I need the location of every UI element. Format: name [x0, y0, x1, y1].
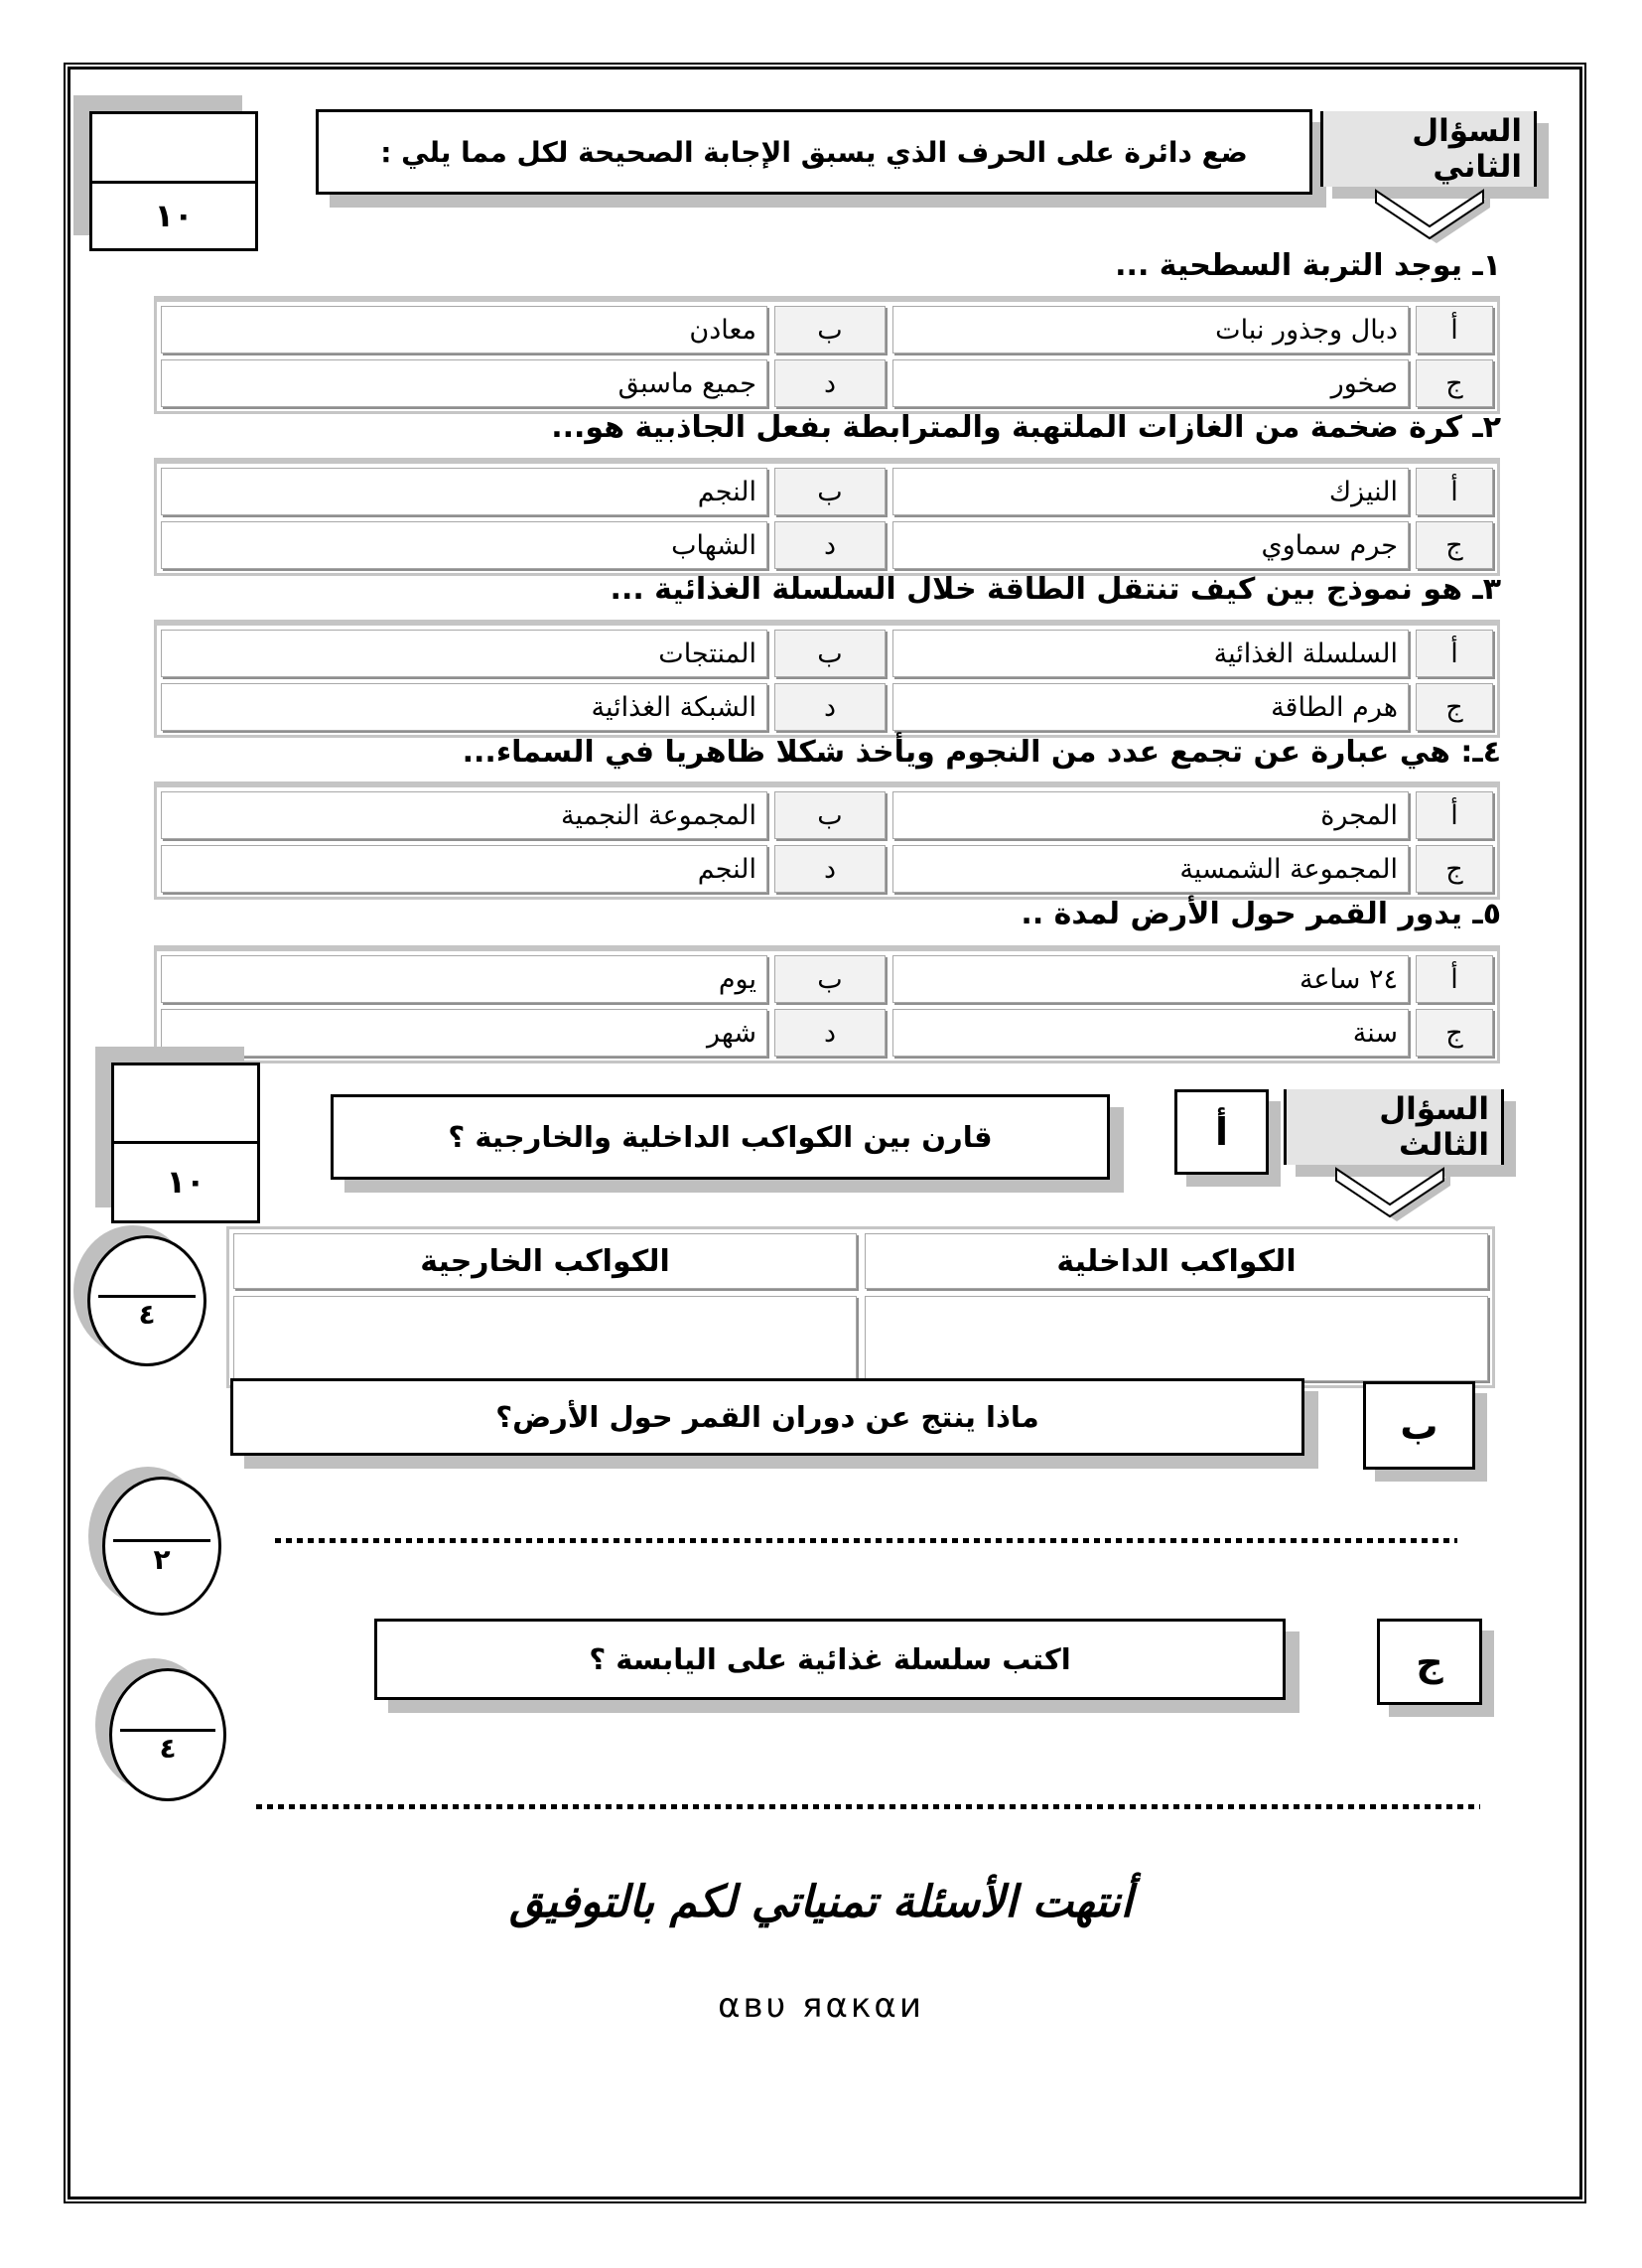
option-text: معادن: [161, 306, 767, 354]
option-text: ٢٤ ساعة: [892, 955, 1409, 1003]
option-letter-a[interactable]: أ: [1416, 468, 1493, 515]
option-letter-a[interactable]: أ: [1416, 791, 1493, 839]
option-text: النجم: [161, 468, 767, 515]
option-letter-b[interactable]: ب: [774, 306, 886, 354]
option-row: [161, 630, 1493, 677]
outer-planets-answer-cell[interactable]: [233, 1296, 857, 1381]
option-letter-d[interactable]: د: [774, 845, 886, 893]
score-circle-a: [87, 1235, 206, 1366]
question-b-box: ماذا ينتج عن دوران القمر حول الأرض؟: [230, 1378, 1304, 1456]
option-text: المجموعة النجمية: [161, 791, 767, 839]
option-letter-j[interactable]: ج: [1416, 845, 1493, 893]
comparison-table-row: [233, 1296, 1488, 1381]
option-row: [161, 521, 1493, 569]
option-text: هرم الطاقة: [892, 683, 1409, 731]
mcq-options-4: [154, 781, 1500, 900]
option-text: المجرة: [892, 791, 1409, 839]
option-letter-b[interactable]: ب: [774, 468, 886, 515]
option-letter-d[interactable]: د: [774, 1009, 886, 1057]
inner-planets-header: الكواكب الداخلية: [865, 1233, 1488, 1289]
author-signature: αвυ яαкαи: [718, 1986, 924, 2026]
option-row: [161, 468, 1493, 515]
score-circle-c: [109, 1668, 226, 1801]
option-text: الشهاب: [161, 521, 767, 569]
score-divider-line: [113, 1539, 210, 1542]
option-letter-d[interactable]: د: [774, 359, 886, 407]
score-box-total: ١٠: [166, 1162, 205, 1201]
option-letter-a[interactable]: أ: [1416, 306, 1493, 354]
score-box-section3: [111, 1063, 260, 1223]
option-letter-a[interactable]: أ: [1416, 630, 1493, 677]
option-letter-j[interactable]: ج: [1416, 683, 1493, 731]
score-value: ٢: [153, 1543, 171, 1577]
sub-question-b-label: ب: [1363, 1381, 1475, 1470]
option-text: السلسلة الغذائية: [892, 630, 1409, 677]
sub-question-c-label: ج: [1377, 1619, 1482, 1705]
score-divider-line: [98, 1295, 196, 1298]
score-box-earned-cell[interactable]: [114, 1065, 257, 1144]
mcq-options-2: [154, 458, 1500, 576]
question-a-box: قارن بين الكواكب الداخلية والخارجية ؟: [331, 1094, 1110, 1180]
score-circle-b: [102, 1477, 221, 1616]
option-text: النيزك: [892, 468, 1409, 515]
question-c-box: اكتب سلسلة غذائية على اليابسة ؟: [374, 1619, 1286, 1700]
section3-title-box: [1284, 1089, 1504, 1165]
mcq-question-4: ٤ـ: هي عبارة عن تجمع عدد من النجوم ويأخذ شكلا ظاهريا في السماء...: [462, 735, 1501, 770]
mcq-question-3: ٣ـ هو نموذج بين كيف تنتقل الطاقة خلال السلسلة الغذائية ...: [610, 572, 1501, 607]
option-letter-j[interactable]: ج: [1416, 1009, 1493, 1057]
option-text: سنة: [892, 1009, 1409, 1057]
option-text: شهر: [161, 1009, 767, 1057]
option-text: المجموعة الشمسية: [892, 845, 1409, 893]
option-text: المنتجات: [161, 630, 767, 677]
score-box-section2: [89, 111, 258, 251]
option-letter-b[interactable]: ب: [774, 955, 886, 1003]
mcq-question-1: ١ـ يوجد التربة السطحية ...: [1115, 248, 1501, 283]
section3-title: السؤال الثالث: [1287, 1089, 1501, 1165]
outer-planets-header: الكواكب الخارجية: [233, 1233, 857, 1289]
option-letter-b[interactable]: ب: [774, 791, 886, 839]
score-box-total: ١٠: [154, 197, 194, 234]
option-letter-j[interactable]: ج: [1416, 521, 1493, 569]
mcq-options-5: [154, 945, 1500, 1063]
option-row: [161, 845, 1493, 893]
score-box-earned-cell[interactable]: [92, 114, 255, 184]
mcq-options-3: [154, 620, 1500, 738]
option-row: [161, 791, 1493, 839]
option-letter-d[interactable]: د: [774, 683, 886, 731]
closing-message: أنتهت الأسئلة تمنياتي لكم بالتوفيق: [509, 1877, 1133, 1927]
option-text: النجم: [161, 845, 767, 893]
mcq-question-5: ٥ـ يدور القمر حول الأرض لمدة ..: [1021, 897, 1501, 931]
option-letter-b[interactable]: ب: [774, 630, 886, 677]
option-row: [161, 683, 1493, 731]
option-text: جرم سماوي: [892, 521, 1409, 569]
option-letter-d[interactable]: د: [774, 521, 886, 569]
option-text: جميع ماسبق: [161, 359, 767, 407]
sub-question-a-label: أ: [1174, 1089, 1269, 1175]
section2-title: السؤال الثاني: [1323, 111, 1534, 187]
option-text: الشبكة الغذائية: [161, 683, 767, 731]
score-value: ٤: [138, 1298, 156, 1332]
option-text: دبال وجذور نبات: [892, 306, 1409, 354]
section2-title-box: [1320, 111, 1537, 187]
answer-line-c[interactable]: [256, 1804, 1480, 1809]
option-row: [161, 955, 1493, 1003]
comparison-table-header: [233, 1233, 1488, 1289]
comparison-table: [226, 1226, 1495, 1388]
option-letter-j[interactable]: ج: [1416, 359, 1493, 407]
score-divider-line: [120, 1729, 215, 1732]
option-text: صخور: [892, 359, 1409, 407]
option-row: [161, 306, 1493, 354]
down-arrow-icon: [1368, 187, 1497, 248]
score-value: ٤: [159, 1732, 177, 1766]
option-letter-a[interactable]: أ: [1416, 955, 1493, 1003]
mcq-question-2: ٢ـ كرة ضخمة من الغازات الملتهبة والمترابطة بفعل الجاذبية هو...: [551, 410, 1501, 445]
inner-planets-answer-cell[interactable]: [865, 1296, 1488, 1381]
answer-line-b[interactable]: [275, 1538, 1457, 1543]
option-text: يوم: [161, 955, 767, 1003]
option-row: [161, 1009, 1493, 1057]
mcq-options-1: [154, 296, 1500, 414]
instruction-box: ضع دائرة على الحرف الذي يسبق الإجابة الصحيحة لكل مما يلي :: [316, 109, 1312, 195]
option-row: [161, 359, 1493, 407]
down-arrow-icon: [1328, 1165, 1457, 1226]
